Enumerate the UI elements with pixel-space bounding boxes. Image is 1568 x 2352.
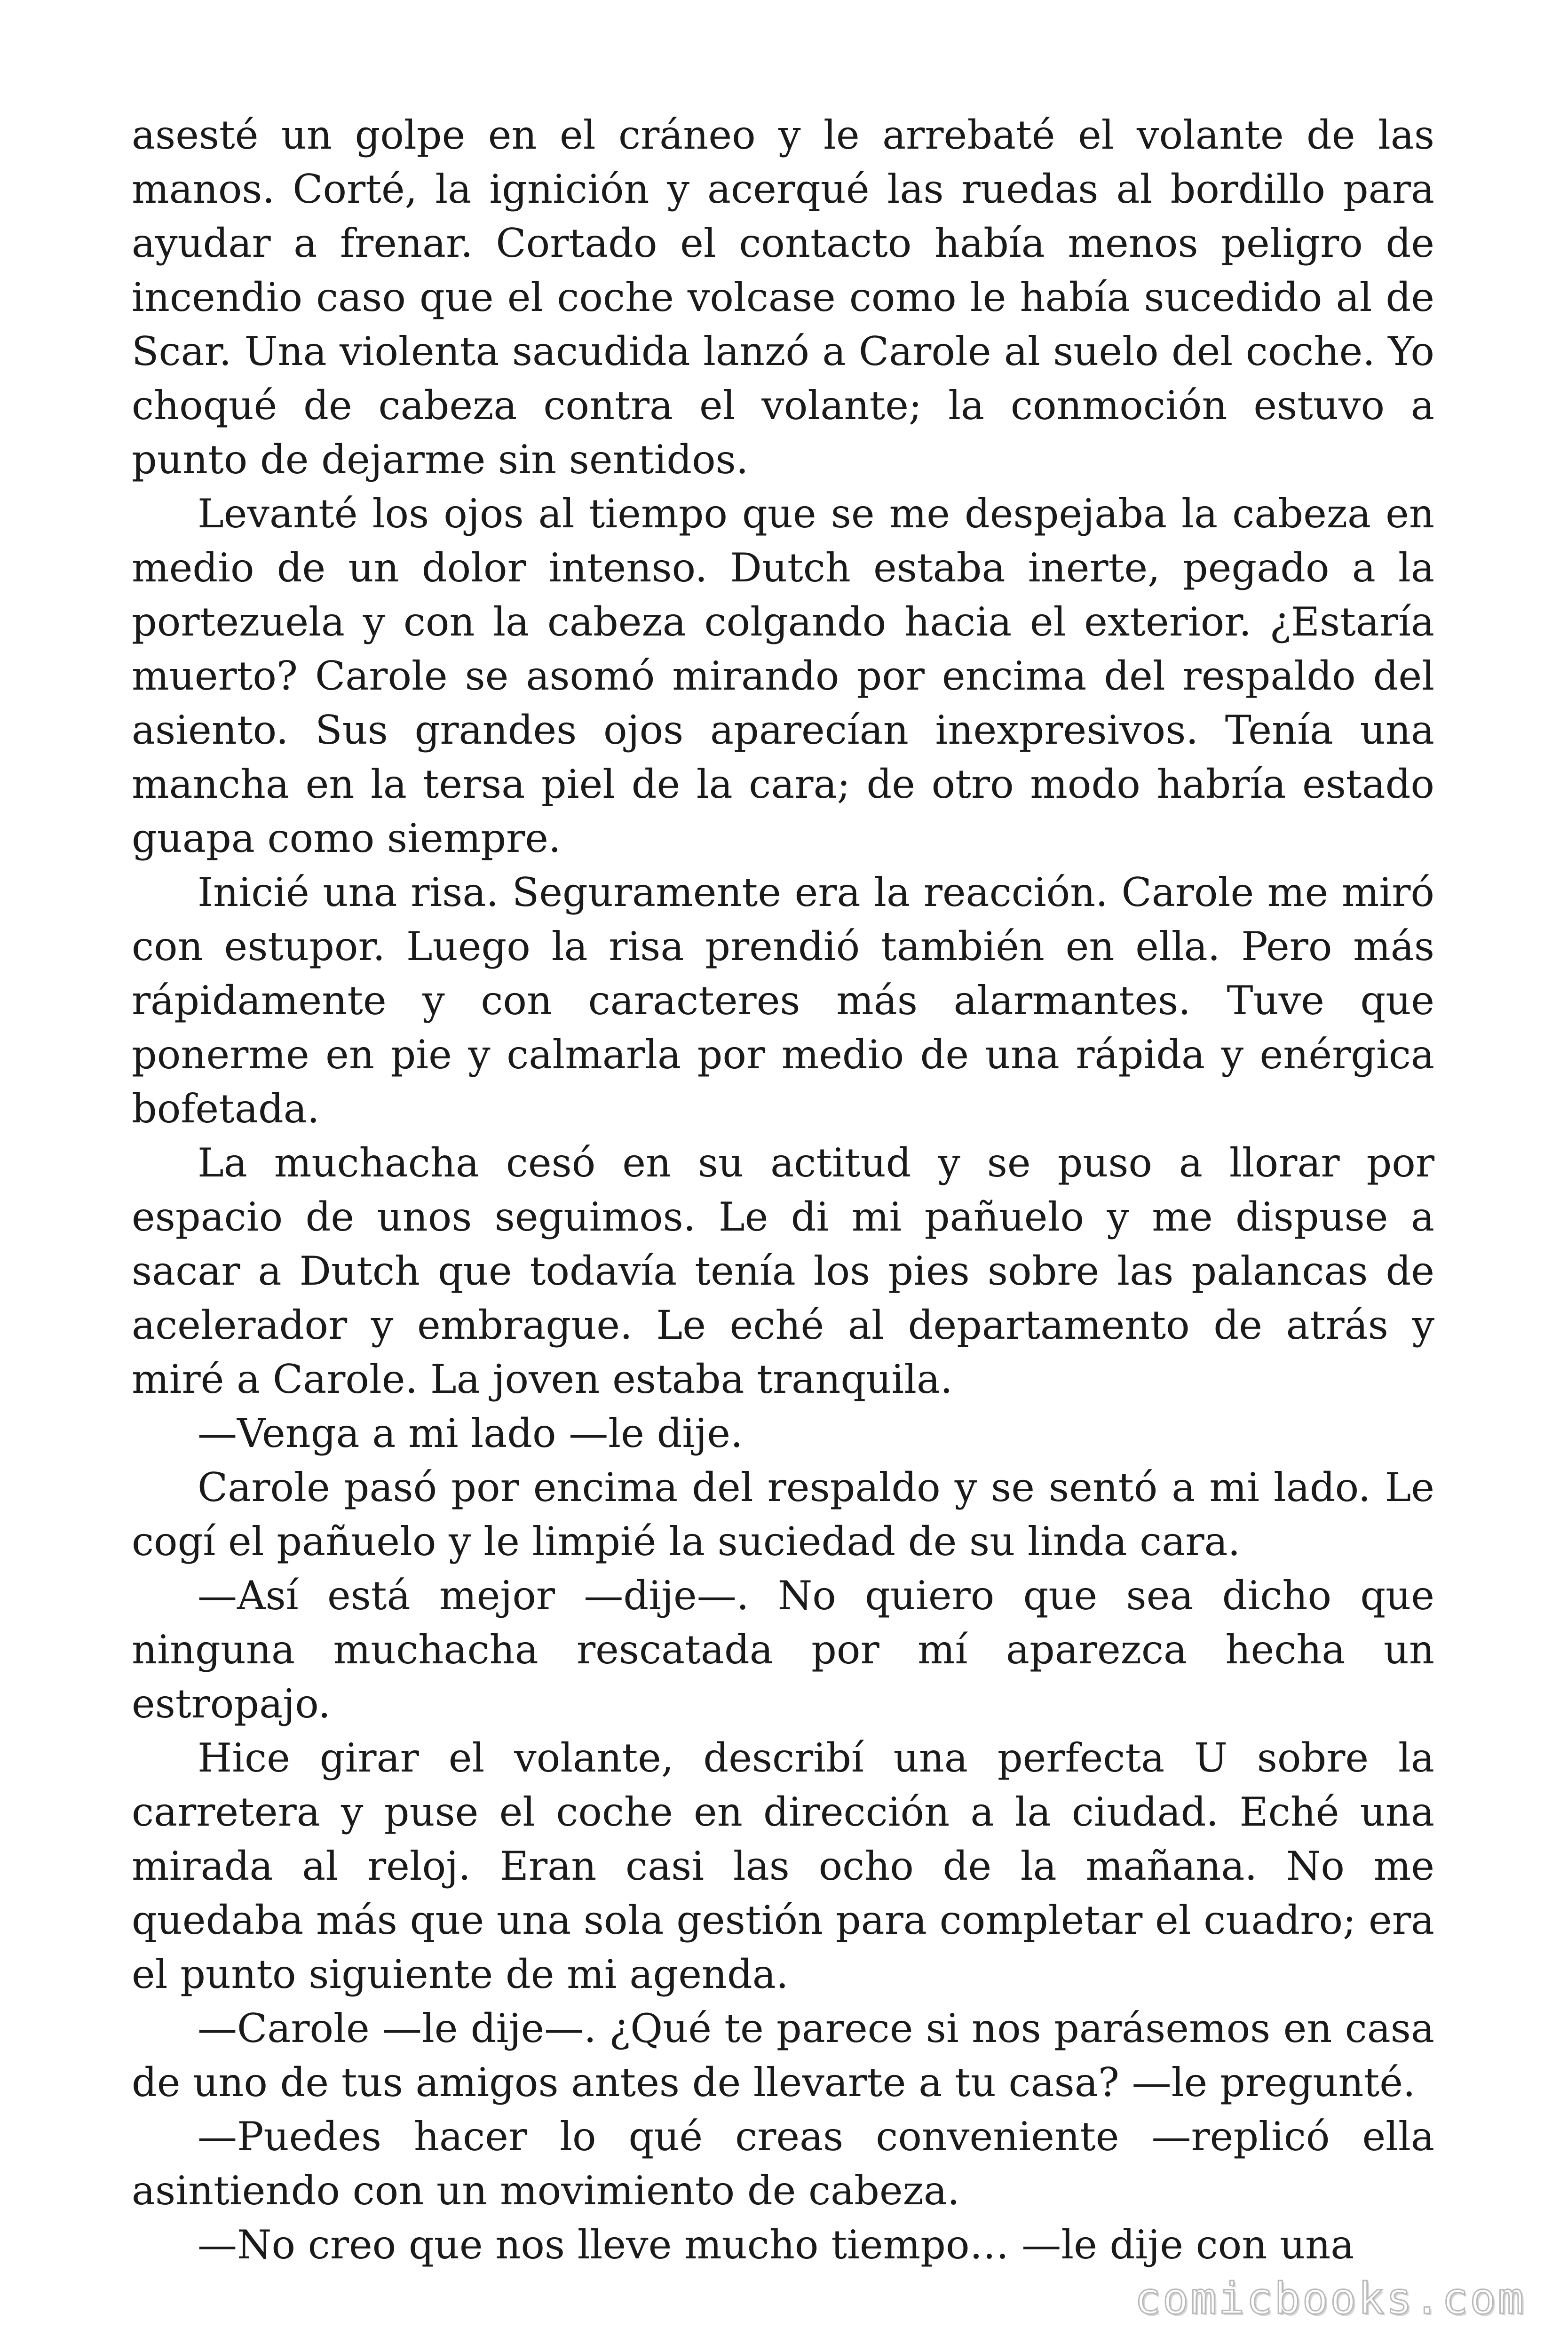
paragraph-6: Carole pasó por encima del respaldo y se sentó a mi lado. Le cogí el pañuelo y le limpié la suciedad de su linda cara.	[132, 1464, 1434, 1565]
paragraph-7: —Así está mejor —dije—. No quiero que sea dicho que ninguna muchacha rescatada por mí aparezca hecha un estropajo.	[132, 1573, 1434, 1727]
paragraph-4: La muchacha cesó en su actitud y se puso a llorar por espacio de unos seguimos. Le di mi pañuelo y me dispuse a sacar a Dutch que todavía tenía los pies sobre las palancas de acelerador y embrague. Le eché al departamento de atrás y miré a Carole. La joven estaba tranquila.	[132, 1140, 1434, 1402]
book-page-text	[132, 108, 1434, 2272]
paragraph-9: —Carole —le dije—. ¿Qué te parece si nos parásemos en casa de uno de tus amigos antes de llevarte a tu casa? —le pregunté.	[132, 2005, 1434, 2106]
paragraph-11: —No creo que nos lleve mucho tiempo… —le dije con una	[198, 2222, 1354, 2268]
paragraph-3: Inicié una risa. Seguramente era la reacción. Carole me miró con estupor. Luego la risa prendió también en ella. Pero más rápidamente y con caracteres más alarmantes. Tuve que ponerme en pie y calmarla por medio de una rápida y enérgica bofetada.	[132, 869, 1434, 1132]
paragraph-8: Hice girar el volante, describí una perfecta U sobre la carretera y puse el coche en dirección a la ciudad. Eché una mirada al reloj. Eran casi las ocho de la mañana. No me quedaba más que una sola gestión para completar el cuadro; era el punto siguiente de mi agenda.	[132, 1735, 1434, 1997]
site-watermark: comicbooks.com	[1134, 2273, 1526, 2324]
paragraph-1: asesté un golpe en el cráneo y le arrebaté el volante de las manos. Corté, la ignición y acerqué las ruedas al bordillo para ayudar a frenar. Cortado el contacto había menos peligro de incendio caso que el coche volcase como le había sucedido al de Scar. Una violenta sacudida lanzó a Carole al suelo del coche. Yo choqué de cabeza contra el volante; la conmoción estuvo a punto de dejarme sin sentidos.	[132, 112, 1434, 483]
paragraph-5: —Venga a mi lado —le dije.	[198, 1410, 743, 1456]
paragraph-10: —Puedes hacer lo qué creas conveniente —replicó ella asintiendo con un movimiento de cabeza.	[132, 2114, 1434, 2214]
paragraph-2: Levanté los ojos al tiempo que se me despejaba la cabeza en medio de un dolor intenso. Dutch estaba inerte, pegado a la portezuela y con la cabeza colgando hacia el exterior. ¿Estaría muerto? Carole se asomó mirando por encima del respaldo del asiento. Sus grandes ojos aparecían inexpresivos. Tenía una mancha en la tersa piel de la cara; de otro modo habría estado guapa como siempre.	[132, 491, 1434, 861]
